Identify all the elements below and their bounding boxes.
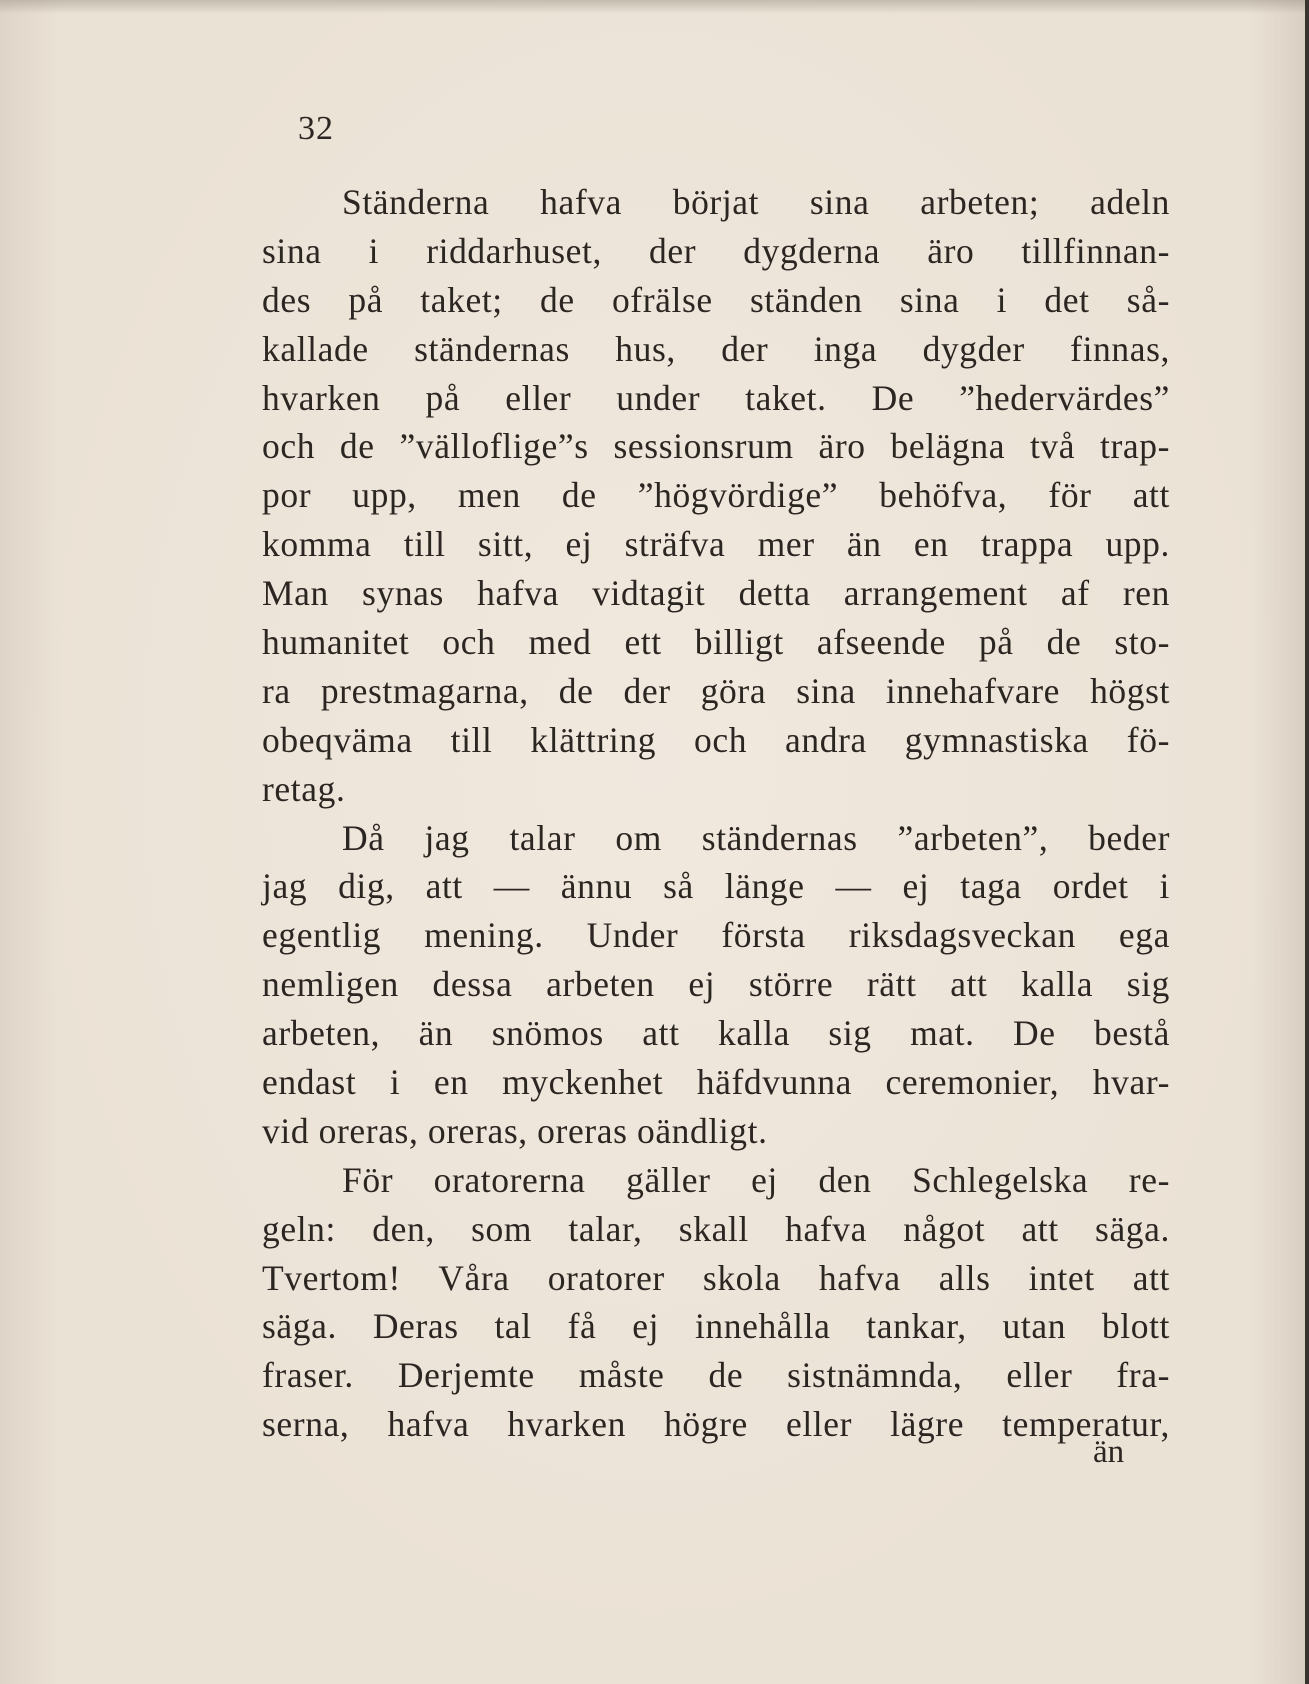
text-line: nemligen dessa arbeten ej större rätt att kalla sig — [262, 964, 1170, 1005]
text-line: serna, hafva hvarken högre eller lägre temperatur, — [262, 1404, 1170, 1445]
text-line: Tvertom! Våra oratorer skola hafva alls intet att — [262, 1257, 1170, 1298]
page-top-edge — [0, 0, 1309, 14]
text-line: arbeten, än snömos att kalla sig mat. De bestå — [262, 1013, 1170, 1054]
text-line: endast i en myckenhet häfdvunna ceremonier, hvar- — [262, 1062, 1170, 1103]
text-line: por upp, men de ”högvördige” behöfva, för att — [262, 475, 1170, 516]
text-line: För oratorerna gäller ej den Schlegelska re- — [342, 1159, 1170, 1200]
text-line: jag dig, att — ännu så länge — ej taga ordet i — [262, 866, 1170, 907]
text-line: obeqväma till klättring och andra gymnastiska fö- — [262, 719, 1170, 760]
text-line: Ständerna hafva börjat sina arbeten; adeln — [342, 182, 1170, 222]
text-line: sina i riddarhuset, der dygderna äro tillfinnan- — [262, 230, 1170, 271]
text-line: vid oreras, oreras, oreras oändligt. — [262, 1110, 768, 1151]
text-line: fraser. Derjemte måste de sistnämnda, eller fra- — [262, 1355, 1170, 1396]
catchword: än — [1093, 1434, 1125, 1470]
text-line: komma till sitt, ej sträfva mer än en trappa upp. — [262, 524, 1170, 565]
body-text — [262, 178, 1170, 1449]
text-line: geln: den, som talar, skall hafva något att säga. — [262, 1208, 1170, 1249]
page-number: 32 — [298, 110, 334, 147]
text-line: kallade ständernas hus, der inga dygder finnas, — [262, 328, 1170, 369]
text-line: och de ”välloflige”s sessionsrum äro belägna två trap- — [262, 426, 1170, 467]
text-line: humanitet och med ett billigt afseende på de sto- — [262, 622, 1170, 663]
text-line: egentlig mening. Under första riksdagsveckan ega — [262, 915, 1170, 956]
text-line: hvarken på eller under taket. De ”hedervärdes” — [262, 377, 1170, 418]
page-right-edge — [1305, 0, 1309, 1684]
text-line: säga. Deras tal få ej innehålla tankar, utan blott — [262, 1306, 1170, 1347]
text-line: des på taket; de ofrälse ständen sina i det så- — [262, 279, 1170, 320]
text-line: Då jag talar om ständernas ”arbeten”, beder — [342, 817, 1170, 858]
text-line: Man synas hafva vidtagit detta arrangement af ren — [262, 573, 1170, 614]
text-line: ra prestmagarna, de der göra sina innehafvare högst — [262, 670, 1170, 711]
text-line: retag. — [262, 768, 346, 809]
